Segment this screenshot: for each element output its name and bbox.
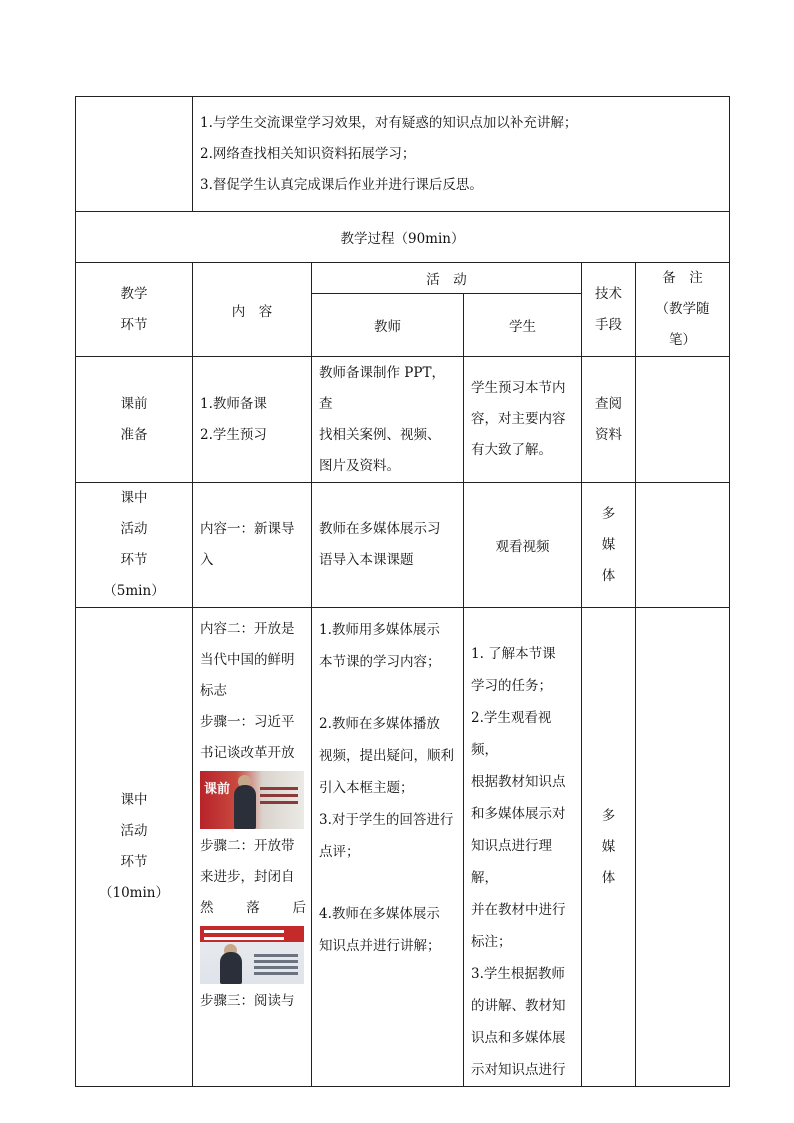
tech-cell: 多 媒 体 [582,483,636,608]
student-cell: 学生预习本节内 容，对主要内容 有大致了解。 [464,357,582,483]
intro-row [76,97,730,212]
header-student: 学生 [464,294,582,357]
content-cell: 1.教师备课 2.学生预习 [193,357,312,483]
person-body-icon [220,952,242,984]
header-band-icon [204,930,284,933]
content-cell: 内容一：新课导 入 [193,483,312,608]
intro-cell [193,97,730,212]
tech-cell: 查阅 资料 [582,357,636,483]
intro-line: 2.网络查找相关知识资料拓展学习； [200,145,416,162]
person-body-icon [234,785,256,829]
content-cell: 内容二：开放是 当代中国的鲜明 标志 步骤一：习近平 书记谈改革开放 课前 步骤二：开放带 来进步，封闭自 然 落 后 步骤三：阅读与 [193,608,312,1087]
teacher-cell: 教师在多媒体展示习 语导入本课课题 [312,483,464,608]
text-lines-icon [254,954,298,957]
stage-cell: 课中 活动 环节 （5min） [76,483,193,608]
teacher-cell: 教师备课制作 PPT，查 找相关案例、视频、 图片及资料。 [312,357,464,483]
lesson-plan-table [75,96,730,1087]
process-title-row [76,212,730,263]
tech-cell: 多 媒 体 [582,608,636,1087]
lesson-video-thumbnail [200,771,304,829]
header-activity: 活 动 [312,263,582,294]
note-cell [636,608,730,1087]
intro-empty-cell [76,97,193,212]
process-title: 教学过程（90min） [76,212,730,263]
header-note: 备 注 （教学随 笔） [636,263,730,357]
teacher-cell: 1.教师用多媒体展示 本节课的学习内容； 2.教师在多媒体播放 视频，提出疑问，顺利 引入本框主题； 3.对于学生的回答进行 点评； 4.教师在多媒体展示 知识点并进行讲解； [312,608,464,1087]
thumbnail-label: 课前 [204,782,231,797]
stage-cell: 课前 准备 [76,357,193,483]
lesson-slide-thumbnail [200,926,304,984]
note-cell [636,483,730,608]
note-cell [636,357,730,483]
intro-line: 3.督促学生认真完成课后作业并进行课后反思。 [200,176,483,193]
stage-cell: 课中 活动 环节 （10min） [76,608,193,1087]
header-stage: 教学 环节 [76,263,193,357]
row-intro-activity [76,483,730,608]
student-cell: 观看视频 [464,483,582,608]
student-cell: 1. 了解本节课 学习的任务； 2.学生观看视频， 根据教材知识点 和多媒体展示对 知识点进行理解， 并在教材中进行 标注； 3.学生根据教师 的讲解、教材知 识点和多媒体展 示对知识点进行 [464,608,582,1087]
header-row-1 [76,263,730,294]
header-teacher: 教师 [312,294,464,357]
row-content-two [76,608,730,1087]
row-pre-class [76,357,730,483]
text-lines-icon [260,787,298,790]
intro-line: 1.与学生交流课堂学习效果，对有疑惑的知识点加以补充讲解； [200,114,578,131]
header-tech: 技术 手段 [582,263,636,357]
header-content: 内 容 [193,263,312,357]
